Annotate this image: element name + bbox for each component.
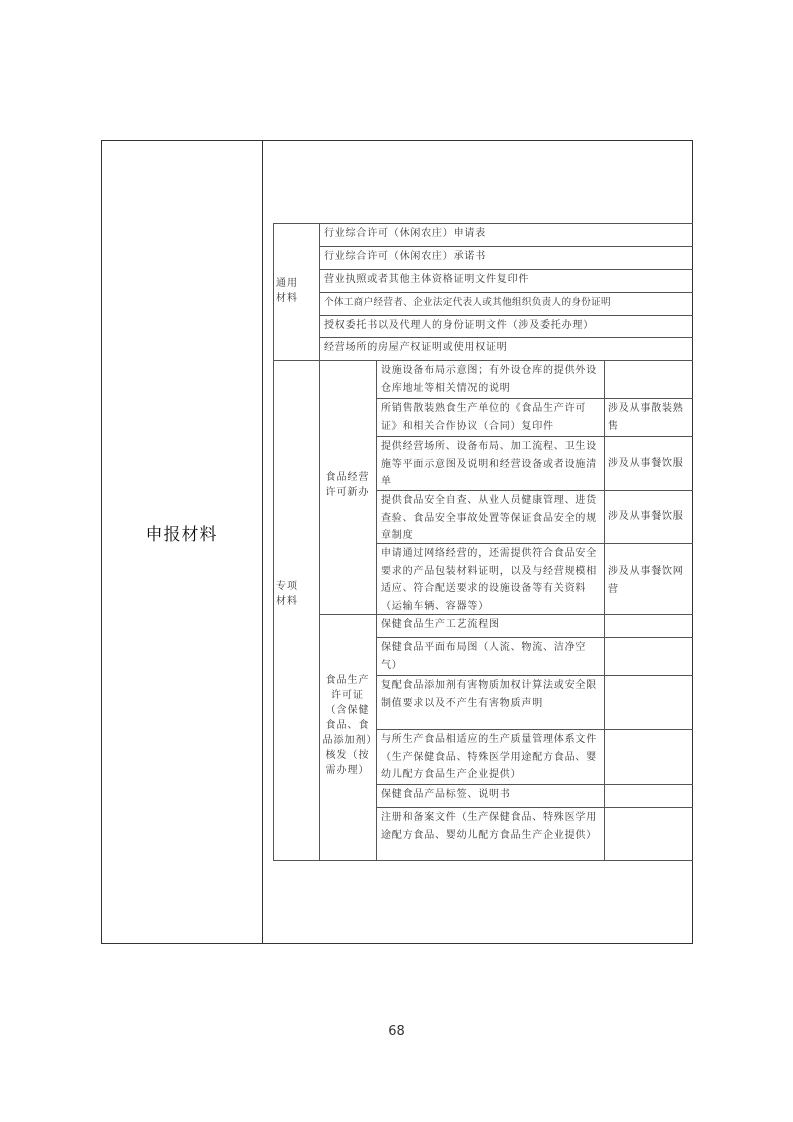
row-line [376, 729, 693, 730]
food-business-item: 申请通过网络经营的，还需提供符合食品安全要求的产品包装材料证明，以及与经营规模相适应、符合配送要求的设施设备等有关资料（运输车辆、容器等） [381, 548, 597, 612]
section-label: 申报材料 [145, 525, 218, 545]
row-line [273, 223, 693, 224]
row-line [376, 398, 693, 399]
food-production-item: 保健食品产品标签、说明书 [381, 789, 511, 800]
food-production-license-label: 食品生产许可证（含保健食品、食品添加剂）核发（按需办理） [322, 675, 373, 776]
row-line [376, 675, 693, 676]
row-line [376, 637, 693, 638]
general-item: 行业综合许可（休闲农庄）申请表 [324, 228, 486, 239]
general-item: 授权委托书以及代理人的身份证明文件（涉及委托办理） [324, 320, 594, 331]
special-materials-label: 专项材料 [276, 581, 298, 607]
row-line [376, 436, 693, 437]
row-line [273, 860, 693, 861]
row-line [319, 246, 693, 247]
food-business-item: 所销售散装熟食生产单位的《食品生产许可证》和相关合作协议（合同）复印件 [381, 403, 587, 432]
food-business-note: 涉及从事散装熟售 [608, 403, 684, 432]
row-line [319, 292, 693, 293]
page-number: 68 [388, 1024, 405, 1039]
row-line [376, 784, 693, 785]
food-business-item: 设施设备布局示意图；有外设仓库的提供外设仓库地址等相关情况的说明 [381, 365, 597, 394]
row-line [319, 315, 693, 316]
general-item: 营业执照或者其他主体资格证明文件复印件 [324, 274, 530, 285]
row-line [319, 337, 693, 338]
food-business-item: 提供经营场所、设备布局、加工流程、卫生设施等平面示意图及说明和经营设备或者设施清单 [381, 441, 597, 487]
food-production-item: 保健食品生产工艺流程图 [381, 619, 500, 630]
food-business-item: 提供食品安全自查、从业人员健康管理、进货查验、食品安全事故处置等保证食品安全的规章制度 [381, 495, 597, 541]
row-line [319, 269, 693, 270]
row-line [376, 807, 693, 808]
inner-divider-2 [376, 360, 377, 860]
food-production-item: 与所生产食品相适应的生产质量管理体系文件（生产保健食品、特殊医学用途配方食品、婴幼儿配方食品生产企业提供） [381, 734, 597, 780]
general-item: 行业综合许可（休闲农庄）承诺书 [324, 251, 486, 262]
inner-left-border [273, 223, 274, 860]
food-business-note: 涉及从事餐饮服 [608, 511, 684, 522]
row-line [376, 490, 693, 491]
row-line [273, 360, 693, 361]
food-production-item: 复配食品添加剂有害物质加权计算法或安全限制值要求以及不产生有害物质声明 [381, 680, 597, 709]
inner-divider-1 [319, 223, 320, 860]
inner-divider-3 [604, 360, 605, 860]
food-business-note: 涉及从事餐饮网营 [608, 566, 684, 595]
general-materials-label: 通用材料 [276, 278, 298, 304]
food-business-note: 涉及从事餐饮服 [608, 458, 684, 469]
outer-column-divider [262, 140, 263, 944]
general-item: 经营场所的房屋产权证明或使用权证明 [324, 342, 508, 353]
general-item: 个体工商户经营者、企业法定代表人或其他组织负责人的身份证明 [324, 297, 611, 308]
food-production-item: 注册和备案文件（生产保健食品、特殊医学用途配方食品、婴幼儿配方食品生产企业提供） [381, 812, 597, 841]
row-line [319, 614, 693, 615]
food-production-item: 保健食品平面布局图（人流、物流、洁净空气） [381, 642, 587, 671]
food-business-license-label: 食品经营许可新办 [325, 472, 370, 498]
row-line [376, 543, 693, 544]
